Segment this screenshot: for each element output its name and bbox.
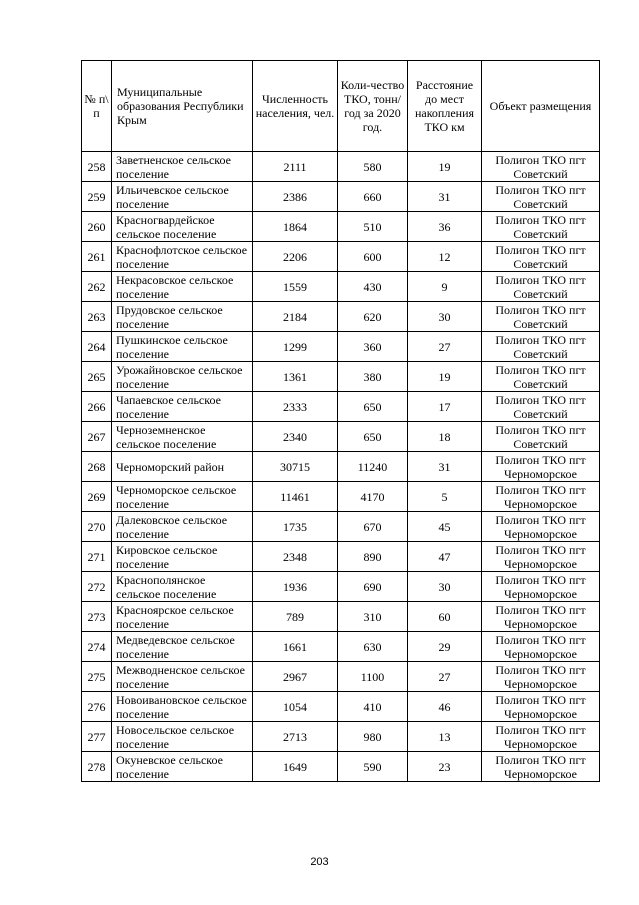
cell-facility: Полигон ТКО пгт Советский	[482, 332, 600, 362]
cell-population: 2184	[253, 302, 338, 332]
table-body	[82, 152, 600, 782]
header-waste-amount: Коли-чество ТКО, тонн/год за 2020 год.	[338, 61, 408, 152]
cell-waste-amount: 690	[338, 572, 408, 602]
cell-facility: Полигон ТКО пгт Черноморское	[482, 572, 600, 602]
cell-distance: 30	[408, 572, 482, 602]
cell-row-number: 260	[82, 212, 112, 242]
cell-row-number: 276	[82, 692, 112, 722]
cell-population: 1361	[253, 362, 338, 392]
table-row	[82, 482, 600, 512]
cell-municipality-name: Заветненское сельское поселение	[112, 152, 253, 182]
cell-row-number: 258	[82, 152, 112, 182]
cell-facility: Полигон ТКО пгт Советский	[482, 422, 600, 452]
cell-row-number: 262	[82, 272, 112, 302]
cell-distance: 27	[408, 332, 482, 362]
cell-facility: Полигон ТКО пгт Черноморское	[482, 692, 600, 722]
cell-distance: 29	[408, 632, 482, 662]
cell-row-number: 269	[82, 482, 112, 512]
header-municipality: Муниципальные образования Республики Крым	[112, 61, 253, 152]
table-row	[82, 392, 600, 422]
cell-facility: Полигон ТКО пгт Черноморское	[482, 752, 600, 782]
cell-waste-amount: 360	[338, 332, 408, 362]
cell-distance: 13	[408, 722, 482, 752]
cell-waste-amount: 310	[338, 602, 408, 632]
cell-population: 11461	[253, 482, 338, 512]
cell-municipality-name: Краснофлотское сельское поселение	[112, 242, 253, 272]
cell-waste-amount: 670	[338, 512, 408, 542]
cell-municipality-name: Некрасовское сельское поселение	[112, 272, 253, 302]
cell-row-number: 263	[82, 302, 112, 332]
cell-population: 1735	[253, 512, 338, 542]
cell-facility: Полигон ТКО пгт Черноморское	[482, 632, 600, 662]
cell-municipality-name: Черноземненское сельское поселение	[112, 422, 253, 452]
cell-distance: 12	[408, 242, 482, 272]
cell-population: 2206	[253, 242, 338, 272]
cell-population: 789	[253, 602, 338, 632]
page-number: 203	[310, 856, 329, 868]
cell-distance: 5	[408, 482, 482, 512]
cell-population: 1936	[253, 572, 338, 602]
cell-waste-amount: 630	[338, 632, 408, 662]
cell-waste-amount: 380	[338, 362, 408, 392]
waste-disposal-table	[81, 60, 600, 782]
cell-waste-amount: 510	[338, 212, 408, 242]
table-row	[82, 602, 600, 632]
cell-municipality-name: Межводненское сельское поселение	[112, 662, 253, 692]
table-row	[82, 572, 600, 602]
table-row	[82, 212, 600, 242]
cell-municipality-name: Краснополянское сельское поселение	[112, 572, 253, 602]
cell-facility: Полигон ТКО пгт Советский	[482, 272, 600, 302]
cell-row-number: 268	[82, 452, 112, 482]
cell-municipality-name: Пушкинское сельское поселение	[112, 332, 253, 362]
cell-municipality-name: Далековское сельское поселение	[112, 512, 253, 542]
cell-distance: 31	[408, 452, 482, 482]
cell-population: 2111	[253, 152, 338, 182]
table-row	[82, 752, 600, 782]
cell-row-number: 271	[82, 542, 112, 572]
cell-facility: Полигон ТКО пгт Черноморское	[482, 512, 600, 542]
table-header-row	[82, 61, 600, 152]
cell-waste-amount: 580	[338, 152, 408, 182]
cell-row-number: 259	[82, 182, 112, 212]
cell-municipality-name: Кировское сельское поселение	[112, 542, 253, 572]
cell-distance: 31	[408, 182, 482, 212]
cell-facility: Полигон ТКО пгт Советский	[482, 362, 600, 392]
header-facility: Объект размещения	[482, 61, 600, 152]
table-row	[82, 422, 600, 452]
cell-distance: 9	[408, 272, 482, 302]
cell-waste-amount: 430	[338, 272, 408, 302]
cell-distance: 23	[408, 752, 482, 782]
cell-distance: 19	[408, 362, 482, 392]
cell-municipality-name: Чапаевское сельское поселение	[112, 392, 253, 422]
cell-facility: Полигон ТКО пгт Советский	[482, 182, 600, 212]
cell-row-number: 265	[82, 362, 112, 392]
cell-population: 1559	[253, 272, 338, 302]
cell-row-number: 261	[82, 242, 112, 272]
table-row	[82, 302, 600, 332]
table-row	[82, 662, 600, 692]
cell-waste-amount: 980	[338, 722, 408, 752]
cell-facility: Полигон ТКО пгт Черноморское	[482, 662, 600, 692]
cell-municipality-name: Медведевское сельское поселение	[112, 632, 253, 662]
cell-population: 2967	[253, 662, 338, 692]
cell-waste-amount: 4170	[338, 482, 408, 512]
table-row	[82, 722, 600, 752]
cell-distance: 18	[408, 422, 482, 452]
cell-row-number: 274	[82, 632, 112, 662]
cell-municipality-name: Черноморский район	[112, 452, 253, 482]
cell-municipality-name: Красноярское сельское поселение	[112, 602, 253, 632]
header-population: Численность населения, чел.	[253, 61, 338, 152]
cell-waste-amount: 890	[338, 542, 408, 572]
cell-row-number: 266	[82, 392, 112, 422]
cell-row-number: 270	[82, 512, 112, 542]
cell-municipality-name: Новоивановское сельское поселение	[112, 692, 253, 722]
table-row	[82, 632, 600, 662]
cell-facility: Полигон ТКО пгт Черноморское	[482, 602, 600, 632]
table-row	[82, 542, 600, 572]
cell-distance: 46	[408, 692, 482, 722]
cell-population: 1054	[253, 692, 338, 722]
cell-distance: 47	[408, 542, 482, 572]
cell-municipality-name: Урожайновское сельское поселение	[112, 362, 253, 392]
cell-row-number: 264	[82, 332, 112, 362]
header-distance: Расстояние до мест накопления ТКО км	[408, 61, 482, 152]
cell-row-number: 273	[82, 602, 112, 632]
cell-waste-amount: 620	[338, 302, 408, 332]
cell-facility: Полигон ТКО пгт Черноморское	[482, 482, 600, 512]
cell-facility: Полигон ТКО пгт Советский	[482, 392, 600, 422]
cell-row-number: 275	[82, 662, 112, 692]
table-row	[82, 272, 600, 302]
table-row	[82, 452, 600, 482]
table-row	[82, 332, 600, 362]
table-row	[82, 362, 600, 392]
cell-population: 2713	[253, 722, 338, 752]
cell-facility: Полигон ТКО пгт Советский	[482, 302, 600, 332]
cell-municipality-name: Черноморское сельское поселение	[112, 482, 253, 512]
cell-population: 2340	[253, 422, 338, 452]
cell-distance: 17	[408, 392, 482, 422]
cell-row-number: 267	[82, 422, 112, 452]
cell-waste-amount: 410	[338, 692, 408, 722]
cell-population: 1649	[253, 752, 338, 782]
cell-population: 2333	[253, 392, 338, 422]
cell-facility: Полигон ТКО пгт Советский	[482, 212, 600, 242]
cell-waste-amount: 1100	[338, 662, 408, 692]
cell-municipality-name: Ильичевское сельское поселение	[112, 182, 253, 212]
cell-distance: 27	[408, 662, 482, 692]
table-row	[82, 692, 600, 722]
cell-facility: Полигон ТКО пгт Черноморское	[482, 452, 600, 482]
cell-municipality-name: Прудовское сельское поселение	[112, 302, 253, 332]
cell-facility: Полигон ТКО пгт Черноморское	[482, 722, 600, 752]
cell-population: 2348	[253, 542, 338, 572]
cell-waste-amount: 650	[338, 392, 408, 422]
cell-distance: 45	[408, 512, 482, 542]
cell-waste-amount: 660	[338, 182, 408, 212]
cell-population: 30715	[253, 452, 338, 482]
cell-facility: Полигон ТКО пгт Советский	[482, 242, 600, 272]
cell-waste-amount: 11240	[338, 452, 408, 482]
cell-row-number: 272	[82, 572, 112, 602]
cell-distance: 30	[408, 302, 482, 332]
cell-population: 1661	[253, 632, 338, 662]
cell-population: 1299	[253, 332, 338, 362]
cell-waste-amount: 650	[338, 422, 408, 452]
table-row	[82, 152, 600, 182]
cell-waste-amount: 590	[338, 752, 408, 782]
table-row	[82, 182, 600, 212]
table-row	[82, 242, 600, 272]
header-number: № п\ п	[82, 61, 112, 152]
cell-population: 1864	[253, 212, 338, 242]
cell-facility: Полигон ТКО пгт Советский	[482, 152, 600, 182]
cell-row-number: 277	[82, 722, 112, 752]
cell-municipality-name: Окуневское сельское поселение	[112, 752, 253, 782]
cell-distance: 36	[408, 212, 482, 242]
cell-municipality-name: Красногвардейское сельское поселение	[112, 212, 253, 242]
table-row	[82, 512, 600, 542]
cell-distance: 19	[408, 152, 482, 182]
cell-facility: Полигон ТКО пгт Черноморское	[482, 542, 600, 572]
cell-population: 2386	[253, 182, 338, 212]
cell-distance: 60	[408, 602, 482, 632]
cell-row-number: 278	[82, 752, 112, 782]
cell-waste-amount: 600	[338, 242, 408, 272]
cell-municipality-name: Новосельское сельское поселение	[112, 722, 253, 752]
